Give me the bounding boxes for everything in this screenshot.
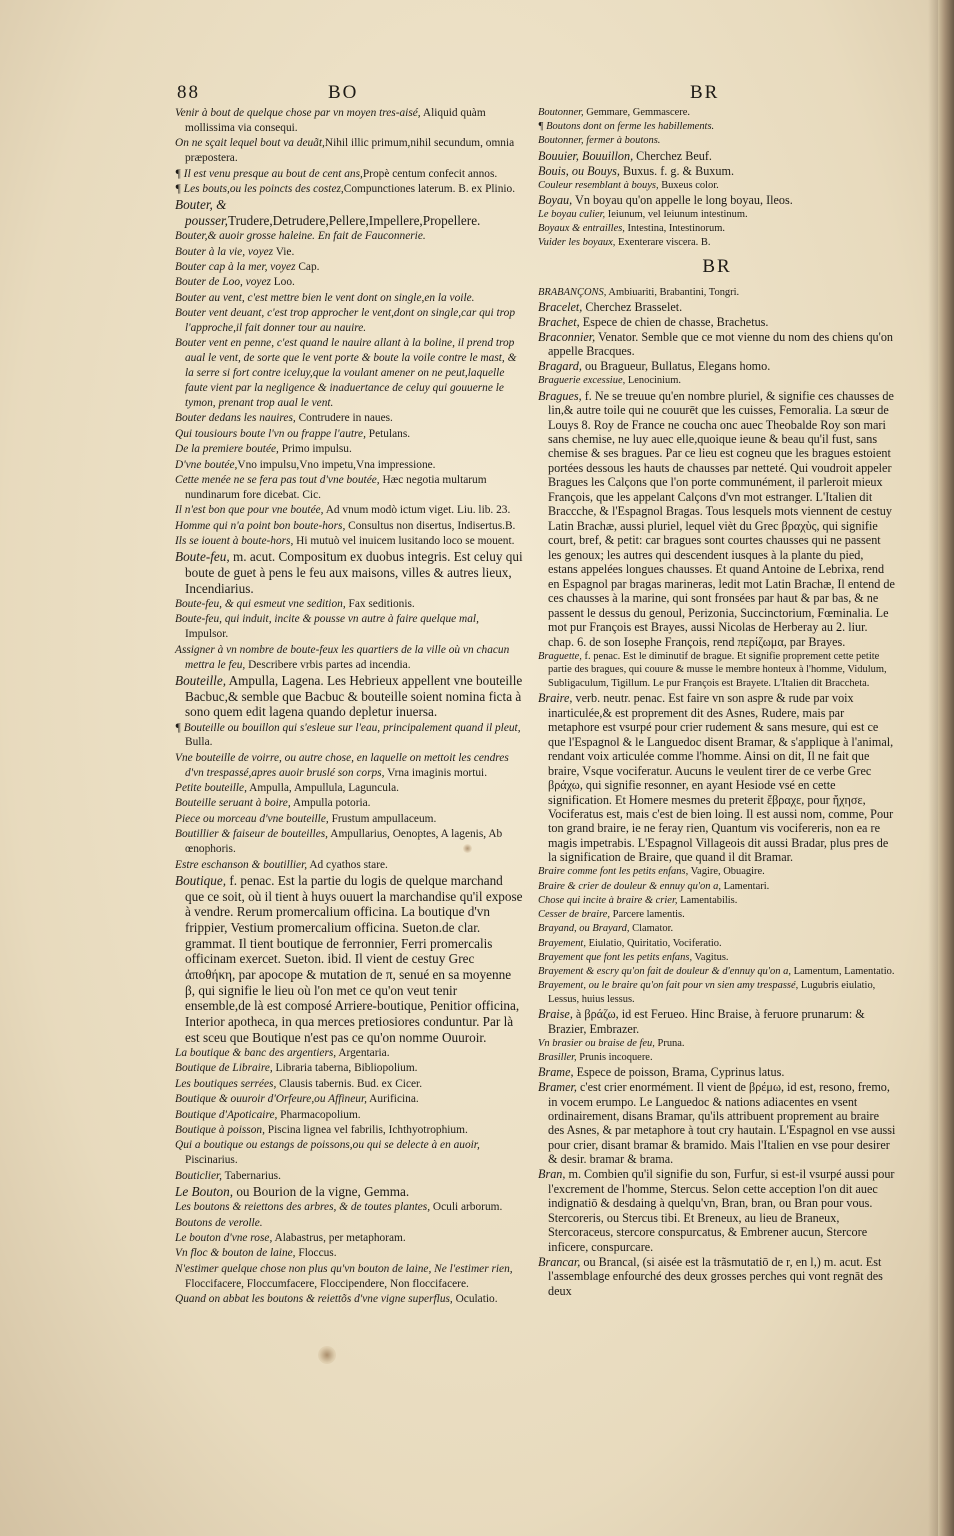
entry-term: Braire comme font les petits enfans,: [538, 866, 689, 878]
entry-term: Bouter dedans les nauires,: [175, 412, 296, 425]
entry-term: Brachet,: [538, 314, 580, 329]
entry-term: Boyau,: [538, 192, 573, 207]
dictionary-entry: [538, 965, 896, 979]
dictionary-entry: [538, 1037, 896, 1051]
dictionary-entry: [538, 193, 896, 207]
entry-text: Frustum ampullaceum.: [328, 812, 437, 825]
entry-term: D'vne boutée,: [175, 458, 238, 471]
page-gutter: [928, 0, 938, 1536]
entry-text: Lamentabilis.: [677, 894, 738, 906]
entry-text: Impulsor.: [185, 628, 229, 641]
entry-text: f. penac. Est le diminutif de brague. Et signifie proprement cette petite partie des bragues, qui couure & musse le membre honteux à l'homme, Vidulum, Subligaculum, Tigillum. Le pur François est Brayete. L'Italien dit Braccheta.: [548, 650, 887, 689]
entry-text: Bulla.: [185, 736, 213, 749]
entry-term: Brayand, ou Brayard,: [538, 923, 630, 935]
dictionary-entry: [175, 827, 523, 857]
entry-term: Piece ou morceau d'vne bouteille,: [175, 812, 329, 825]
dictionary-entry: [538, 979, 896, 1006]
entry-term: Cette menée ne se fera pas tout d'vne boutée,: [175, 473, 380, 486]
paper-stain: [318, 1346, 336, 1364]
dictionary-entry: [175, 534, 523, 549]
dictionary-entry: [538, 865, 896, 879]
dictionary-entry: [538, 208, 896, 222]
entry-text: Aurificina.: [366, 1093, 419, 1106]
entry-term: Braguette,: [538, 650, 582, 662]
entry-term: Bouter vent deuant, c'est trop approcher le vent,dont on single,car qui trop l'approche,il fait donner tour au nauire.: [175, 307, 515, 335]
entry-term: Brancar,: [538, 1254, 581, 1269]
entry-term: Brayement & escry qu'on fait de douleur & d'ennuy qu'on a,: [538, 966, 791, 977]
entry-term: Bouter, & pousser,: [175, 197, 228, 229]
dictionary-entry: [175, 1092, 523, 1107]
entry-text: Gemmare, Gemmascere.: [583, 107, 691, 118]
dictionary-entry: [175, 458, 523, 473]
entry-term: Boutonner, fermer à boutons.: [538, 135, 661, 147]
entry-text: Trudere,Detrudere,Pellere,Impellere,Propellere.: [227, 213, 481, 229]
dictionary-entry: [175, 1108, 523, 1123]
entry-term: ¶ Bouteille ou bouillon qui s'esleue sur l'eau, principalement quand il pleut,: [175, 721, 521, 734]
entry-text: Intestina, Intestinorum.: [624, 223, 725, 235]
entry-term: Brame,: [538, 1065, 574, 1080]
dictionary-entry: [175, 858, 523, 873]
entry-text: Lamentari.: [721, 880, 770, 892]
dictionary-entry: [175, 796, 523, 811]
entry-term: Qui tousiours boute l'vn ou frappe l'autre,: [175, 427, 366, 440]
entry-text: Fax seditionis.: [345, 597, 415, 610]
entry-text: Argentaria.: [336, 1046, 390, 1059]
entry-text: Vno impulsu,Vno impetu,Vna impressione.: [237, 458, 436, 471]
entry-text: Espece de poisson, Brama, Cyprinus latus.: [573, 1065, 785, 1080]
entry-text: Cherchez Brasselet.: [582, 300, 683, 315]
entry-text: Ampulla, Ampullula, Laguncula.: [246, 782, 399, 795]
entry-text: Hi mutuò vel inuicem lusitando loco se mouent.: [293, 535, 515, 548]
dictionary-entry: [175, 1184, 523, 1200]
entry-term: Bouuier, Bouuillon,: [538, 148, 634, 163]
dictionary-entry: [175, 519, 523, 534]
entry-text: ou Brancal, (si aisée est la trãsmutatiō de r, en l,) m. acut. Est l'assemblage enfourché des deux grosses perches qui vont regnāt des deux: [548, 1254, 883, 1298]
entry-text: Loo.: [270, 276, 295, 289]
dictionary-entry: [175, 612, 523, 642]
entry-term: Boute-feu, qui induit, incite & pousse vn autre à faire quelque mal,: [175, 613, 479, 626]
dictionary-entry: [538, 1051, 896, 1065]
entry-term: Boyaux & entrailles,: [538, 223, 625, 235]
entry-text: Venator. Semble que ce mot vienne du nom des chiens qu'on appelle Bracques.: [548, 329, 894, 359]
entry-term: Les boutiques serrées,: [175, 1077, 277, 1090]
entry-text: verb. neutr. penac. Est faire vn son aspre & rude par voix inarticulée,& est proprement dit des Asnes, Rudere, mais par metaphore est vsurpé pour crier rudement & sans mesure, qui est ce que l'Espagnol & le Languedoc disent Bramar, & s'applique à l'animal, rendant voix articulée comme l'homme. Ainsi on dit, Il ne fait que braire, Vsque vociferatur. Aucuns le veulent tirer de ce verbe Grec βράχω, qui signifie resonner, en ayant Hesiode vsé en cette signification. Et Homere mesmes du preterit ἔβραχε, pour ἤχησε, Vociferatus est, mais c'est de bien loing. Il est aussi nom, comme, Pour ton grand braire, ie ne feray rien, Quantum vis vocifereris, non ea re magis impetrabis. L'Espagnol Villageois dit aussi Bradar, plus pres de la signification de Braire, que quand il dit Bramar.: [548, 691, 894, 865]
entry-text: Vie.: [273, 245, 295, 258]
entry-text: Ampulla potoria.: [290, 797, 371, 810]
entry-term: Braise,: [538, 1007, 573, 1022]
dictionary-entry: [538, 120, 896, 134]
entry-text: Vagitus.: [692, 951, 729, 963]
entry-text: Oculi arborum.: [430, 1201, 503, 1214]
entry-text: Aliquid quàm mollissima via consequi.: [185, 107, 486, 134]
entry-term: Boutique d'Apoticaire,: [175, 1108, 278, 1121]
dictionary-entry: [175, 106, 523, 136]
entry-term: Bragues,: [538, 388, 582, 403]
entry-text: Buxeus color.: [658, 179, 719, 191]
dictionary-entry: [538, 330, 896, 359]
entry-term: Vn floc & bouton de laine,: [175, 1247, 296, 1260]
dictionary-entry: [175, 503, 523, 518]
entry-text: Petulans.: [365, 427, 411, 440]
left-running-head: BO: [328, 82, 359, 103]
dictionary-entry: [538, 908, 896, 922]
dictionary-entry: [175, 1246, 523, 1261]
entry-text: m. acut. Compositum ex duobus integris. Est celuy qui boute de guet à pens le feu aux maisons, villes & autres lieux, Incendiarius.: [185, 549, 523, 596]
entry-term: Vn brasier ou braise de feu,: [538, 1037, 655, 1049]
dictionary-entry: [175, 167, 523, 182]
entry-text: Ad vnum modò ictum viget. Liu. lib. 23.: [323, 504, 511, 517]
entry-term: Braire & crier de douleur & ennuy qu'on a,: [538, 880, 721, 892]
entry-text: Floccus.: [295, 1247, 337, 1260]
dictionary-entry: [538, 951, 896, 965]
entry-text: Nihil illic primum,nihil secundum, omnia præpostera.: [185, 137, 515, 165]
entry-term: Boutons de verolle.: [175, 1216, 263, 1229]
entry-text: Buxus. f. g. & Buxum.: [619, 163, 735, 178]
left-column: [175, 106, 523, 1307]
entry-term: ¶ Les bouts,ou les poincts des costez,: [175, 182, 344, 195]
entry-text: Clausis tabernis. Bud. ex Cicer.: [276, 1077, 423, 1090]
entry-text: Primo impulsu.: [278, 443, 352, 456]
entry-text: Ampulla, Lagena. Les Hebrieux appellent vne bouteille Bacbuc,& semble que Bacbuc & bouteille soient nomina ficta à sono quem edit lagena quando depletur inuersa.: [185, 672, 523, 720]
entry-text: Espece de chien de chasse, Brachetus.: [579, 314, 769, 329]
entry-term: Braguerie excessiue,: [538, 375, 626, 387]
entry-term: Boute-feu,: [175, 549, 230, 565]
dictionary-entry: [538, 149, 896, 163]
entry-text: Vagire, Obuagire.: [688, 866, 765, 878]
dictionary-entry: [538, 359, 896, 373]
next-page-edge: [938, 0, 954, 1536]
entry-term: Le bouton d'vne rose,: [175, 1231, 273, 1244]
entry-text: Eiulatio, Quiritatio, Vociferatio.: [585, 937, 722, 949]
entry-text: Ampullarius, Oenoptes, A lagenis, Ab œnophoris.: [185, 828, 503, 856]
dictionary-entry: [175, 1216, 523, 1231]
entry-term: Bragard,: [538, 359, 582, 374]
dictionary-entry: [538, 164, 896, 178]
entry-text: Floccifacere, Floccumfacere, Floccipendere, Non floccifacere.: [185, 1277, 469, 1290]
dictionary-entry: [175, 275, 523, 290]
dictionary-entry: [175, 751, 523, 781]
entry-text: f. Ne se treuue qu'en nombre pluriel, & signifie ces chausses de lin,& autre toile qui ne couurēt que les cuisses, Femoralia. La sœur de Louys 8. Roy de France ne coucha onc auec Theobalde Roy son mari sans chemise, ne luy auec elle,quoique ieune & beau qu'il fust, sans chemise & ses bragues. Par ce lieu est cogneu que les bragues estoient portées dessous les hauts de chausses par netteté. Qui voudroit appeler Bragues les Calçons que l'on porte communément, il parleroit mieux François, que les appelant Calçons d'vn mot estranger. L'Italien dit Braccche, & l'Espagnol Bragas. Tous lesquels mots viennent de cestuy Latin Brachæ, aussi pluriel, lequel vièt du Grec βραχὺς, qui signifie court, bref, & petit: car bragues sont courtes chausses qui ne passent les genoux; les autres qui descendent iusques à la plante du pied, estans appelées longues chausses. Et quand Antoine de Lebrixa, rend en Espagnol par bragas marineras, ledit mot Latin Brachæ, Il entend de ces chausses à la marine, qui sont fronsées par haut & par bas, & ne passent le dessus du genoul, Perizonia, Succinctorium, Fœminalia. Le mot pur François est Brayes, aussi Nicolas de Herberay au 2. liur. chap. 6. de son Iosephe François, rend περίζωμα, par Brayes.: [548, 388, 895, 649]
entry-term: Bouter de Loo, voyez: [175, 276, 271, 289]
dictionary-entry: [175, 473, 523, 503]
entry-term: Boutique & ouuroir d'Orfeure,ou Affineur,: [175, 1093, 367, 1106]
entry-term: Bouter à la vie, voyez: [175, 245, 274, 258]
entry-term: Couleur resemblant à bouys,: [538, 179, 659, 191]
entry-text: Libraria taberna, Bibliopolium.: [272, 1062, 418, 1075]
entry-text: Alabastrus, per metaphoram.: [272, 1231, 406, 1244]
entry-text: Lugubris eiulatio, Lessus, huius lessus.: [548, 980, 876, 1005]
dictionary-entry: [538, 236, 896, 250]
dictionary-entry: [175, 182, 523, 197]
entry-text: Hæc negotia multarum nundinarum fore dicebat. Cic.: [185, 473, 487, 501]
dictionary-entry: [175, 781, 523, 796]
dictionary-entry: [175, 1231, 523, 1246]
entry-term: Le Bouton,: [175, 1183, 234, 1199]
entry-term: Vuider les boyaux,: [538, 237, 616, 249]
dictionary-entry: [175, 1046, 523, 1061]
dictionary-entry: [175, 136, 523, 166]
dictionary-entry: [175, 1061, 523, 1076]
entry-term: Petite bouteille,: [175, 782, 247, 795]
dictionary-entry: [538, 106, 896, 120]
entry-term: Boutique à poisson,: [175, 1123, 265, 1136]
dictionary-entry: [175, 1292, 523, 1307]
entry-term: Bouteille seruant à boire,: [175, 797, 291, 810]
entry-term: Brayement, ou le braire qu'on fait pour vn sien amy trespassé,: [538, 980, 799, 992]
entry-term: Brasiller,: [538, 1051, 577, 1063]
entry-term: Boutillier & faiseur de bouteilles,: [175, 828, 329, 841]
dictionary-entry: [538, 894, 896, 908]
dictionary-entry: [175, 549, 523, 596]
entry-text: Cherchez Beuf.: [633, 148, 712, 163]
dictionary-entry: [175, 597, 523, 612]
dictionary-entry: [175, 245, 523, 260]
dictionary-entry: [538, 222, 896, 236]
entry-text: Compunctiones laterum. B. ex Plinio.: [343, 182, 516, 195]
entry-term: Cesser de braire,: [538, 909, 611, 921]
entry-term: On ne sçait lequel bout va deuãt,: [175, 137, 325, 150]
dictionary-entry: [538, 1167, 896, 1254]
section-heading: BR: [702, 256, 732, 278]
dictionary-entry: [538, 922, 896, 936]
entry-text: Pharmacopolium.: [277, 1108, 361, 1121]
dictionary-entry: [538, 937, 896, 951]
entry-text: Consultus non disertus, Indisertus.B.: [345, 519, 516, 532]
entry-text: Tabernarius.: [222, 1169, 281, 1182]
dictionary-entry: [175, 229, 523, 244]
dictionary-entry: [175, 411, 523, 426]
page-number: 88: [177, 82, 200, 103]
dictionary-entry: [175, 721, 523, 751]
entry-text: c'est crier enormément. Il vient de βρέμω, id est, resono, fremo, in vocem erumpo. Le Languedoc & nations adiacentes en vsent ordinairement, disans Bramar, qu'ils attribuent proprement au braire des Asnes, & par metaphore à tout cry hautain. L'Espagnol en vse aussi pour crier, disant bramar & bramido. Mais l'Italien en vse pour desirer & desir. bramar & brama.: [548, 1080, 896, 1167]
entry-term: Bouter cap à la mer, voyez: [175, 261, 296, 273]
dictionary-entry: [538, 1007, 896, 1036]
dictionary-entry: [538, 1255, 896, 1298]
dictionary-entry: [175, 812, 523, 827]
entry-term: Vne bouteille de voirre, ou autre chose, en laquelle on mettoit les cendres d'vn trespassé,apres auoir bruslé son corps,: [175, 751, 509, 779]
dictionary-entry: [175, 673, 523, 720]
entry-term: Bramer,: [538, 1080, 577, 1095]
entry-term: Le boyau culier,: [538, 208, 606, 220]
entry-term: Chose qui incite à braire & crier,: [538, 894, 678, 906]
dictionary-entry: [538, 179, 896, 193]
dictionary-entry: [538, 300, 896, 314]
dictionary-entry: [538, 315, 896, 329]
dictionary-entry: [175, 427, 523, 442]
entry-term: Boute-feu, & qui esmeut vne sedition,: [175, 597, 346, 610]
entry-term: Bran,: [538, 1167, 566, 1182]
entry-term: Homme qui n'a point bon boute-hors,: [175, 519, 346, 532]
dictionary-entry: [175, 1077, 523, 1092]
entry-term: Il n'est bon que pour vne boutée,: [175, 504, 324, 517]
dictionary-entry: [175, 1169, 523, 1184]
entry-term: Braconnier,: [538, 329, 596, 344]
entry-text: Lamentum, Lamentatio.: [790, 966, 895, 977]
dictionary-entry: [175, 291, 523, 306]
entry-text: Pruna.: [654, 1037, 685, 1049]
entry-text: Oculatio.: [452, 1293, 498, 1306]
entry-term: Estre eschanson & boutillier,: [175, 858, 308, 871]
dictionary-entry: [538, 691, 896, 865]
entry-term: Brayement,: [538, 937, 586, 949]
entry-text: Exenterare viscera. B.: [615, 237, 711, 249]
right-column-entries: [538, 286, 896, 1298]
entry-term: ¶ Il est venu presque au bout de cent ans,: [175, 167, 363, 180]
entry-text: ou Bragueur, Bullatus, Elegans homo.: [581, 359, 771, 374]
dictionary-entry: [175, 1138, 523, 1168]
entry-term: Venir à bout de quelque chose par vn moyen tres-aisé,: [175, 107, 421, 119]
dictionary-entry: [538, 1080, 896, 1167]
dictionary-entry: [538, 374, 896, 388]
paper-spot: [463, 844, 472, 853]
entry-text: Contrudere in naues.: [295, 412, 393, 425]
entry-text: Ambiuariti, Brabantini, Tongri.: [606, 286, 740, 298]
entry-text: Vn boyau qu'on appelle le long boyau, Ileos.: [572, 192, 793, 207]
entry-term: Ils se iouent à boute-hors,: [175, 535, 294, 548]
entry-term: Bouter au vent, c'est mettre bien le vent dont on single,en la voile.: [175, 291, 475, 304]
entry-term: Brayement que font les petits enfans,: [538, 951, 693, 963]
entry-term: Boutique,: [175, 872, 227, 888]
dictionary-entry: [175, 1123, 523, 1138]
entry-text: Ad cyathos stare.: [307, 858, 388, 871]
dictionary-entry: [538, 286, 896, 300]
entry-text: m. Combien qu'il signifie du son, Furfur, si est-il vsurpé aussi pour l'excrement de l'homme, Stercus. Selon cette acception l'on dit auec indignatiō & desdaing à quelqu'vn, Bran, bran, ou Bran pour vous. Stercoreris, ou Stercus tibi. Et Breneux, au lieu de Braneux, Stercoraceus, stercore conspurcatus, & Embrener aucun, Stercore inficere, conspurcare.: [548, 1167, 895, 1254]
entry-term: Bouis, ou Bouys,: [538, 163, 620, 178]
dictionary-entry: [175, 336, 523, 410]
dictionary-entry: [175, 197, 523, 228]
entry-text: Lenocinium.: [625, 375, 682, 387]
dictionary-entry: [175, 1200, 523, 1215]
entry-text: Ieiunum, vel Ieiunum intestinum.: [605, 208, 748, 220]
entry-term: Bracelet,: [538, 300, 583, 315]
entry-term: Boutique de Libraire,: [175, 1062, 273, 1075]
dictionary-entry: [175, 306, 523, 336]
entry-text: Cap.: [295, 261, 320, 273]
entry-text: Prunis incoquere.: [576, 1051, 653, 1063]
dictionary-entry: [538, 1065, 896, 1079]
entry-term: Qui a boutique ou estangs de poissons,ou qui se delecte à en auoir,: [175, 1139, 480, 1152]
dictionary-entry: [175, 643, 523, 673]
entry-term: Boutonner,: [538, 107, 584, 118]
entry-text: Clamator.: [629, 923, 674, 935]
dictionary-entry: [538, 134, 896, 148]
entry-term: Bouter vent en penne, c'est quand le nauire allant à la boline, il prend trop aual le vent, de sorte que le vent porte & boute la voile contre le mast, & la serre si fort contre iceluy,que la voulant amener on ne peut,laquelle faute vient par la negligence & inaduertance de celuy qui gouuerne le tymon, prenant trop aual le vent.: [175, 337, 517, 410]
entry-text: Parcere lamentis.: [610, 909, 685, 921]
entry-text: Piscinarius.: [185, 1154, 238, 1167]
entry-term: N'estimer quelque chose non plus qu'vn bouton de laine, Ne l'estimer rien,: [175, 1262, 513, 1275]
entry-text: Piscina lignea vel fabrilis, Ichthyotrophium.: [264, 1123, 468, 1136]
entry-term: ¶ Boutons dont on ferme les habillements.: [538, 121, 715, 133]
entry-term: Quand on abbat les boutons & reiettõs d'vne vigne superflus,: [175, 1293, 453, 1306]
entry-term: Bouter,& auoir grosse haleine. En fait de Fauconnerie.: [175, 230, 426, 243]
dictionary-entry: [538, 880, 896, 894]
right-running-head: BR: [690, 82, 720, 103]
entry-text: Describere vrbis partes ad incendia.: [245, 658, 411, 671]
entry-term: Assigner à vn nombre de boute-feux les quartiers de la ville où vn chacun mettra le feu,: [175, 643, 510, 671]
entry-text: Propè centum confecit annos.: [362, 167, 498, 180]
dictionary-entry: [538, 650, 896, 691]
dictionary-entry: [175, 873, 523, 1046]
entry-term: Les boutons & reiettons des arbres, & de toutes plantes,: [175, 1201, 431, 1214]
dictionary-entry: [538, 389, 896, 649]
entry-term: Bouteille,: [175, 672, 227, 688]
entry-text: Vrna imaginis mortui.: [384, 766, 488, 779]
entry-term: La boutique & banc des argentiers,: [175, 1046, 337, 1059]
entry-term: Bouticlier,: [175, 1169, 223, 1182]
right-column-top: [538, 106, 896, 250]
dictionary-entry: [175, 442, 523, 457]
entry-text: f. penac. Est la partie du logis de quelque marchand que ce soit, où il tient à huys ouuert la marchandise qu'il expose à vendre. Rerum promercalium officina. La boutique d'vn frippier, Vestium promercalium officina. Sueton.de clar. grammat. Il tient boutique de ferronnier, Ferri promercalis officinam exercet. Sueton. ibid. Il vient de cestuy Grec ἀποθήκη, par apocope & mutation de π, senué en sa moyenne β, qui signifie le lieu où l'on met ce qu'on veut tenir ensemble,de là est composé Arriere-boutique, Penitior officina, Interior apotheca, in qua merces pretiosiores conduntur. Par là est sceu que Boutique n'est pas ce qu'on nomme Ouuroir.: [185, 872, 523, 1045]
entry-term: BRABANÇONS,: [538, 286, 607, 298]
entry-text: à βράζω, id est Ferueo. Hinc Braise, à feruore prunarum: & Brazier, Embrazer.: [548, 1007, 865, 1036]
entry-term: De la premiere boutée,: [175, 443, 279, 456]
dictionary-entry: [175, 260, 523, 275]
entry-term: Braire,: [538, 691, 573, 706]
dictionary-entry: [175, 1262, 523, 1292]
right-column: [538, 106, 896, 1299]
entry-text: ou Bourion de la vigne, Gemma.: [233, 1183, 410, 1199]
